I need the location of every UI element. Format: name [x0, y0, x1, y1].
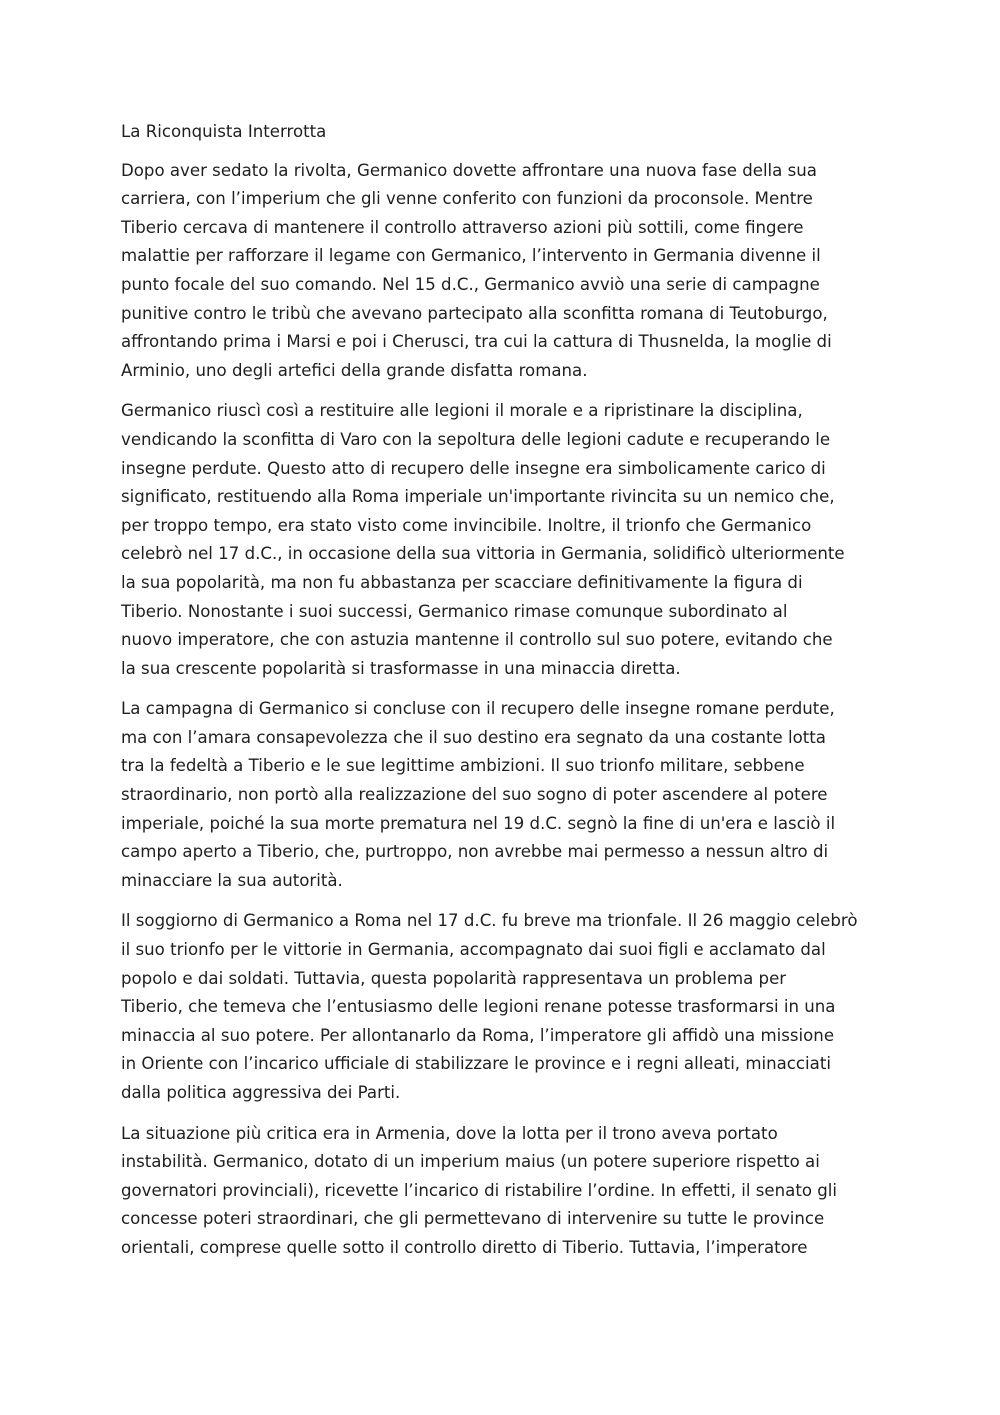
- paragraph-line: vendicando la sconfitta di Varo con la sepoltura delle legioni cadute e recuperando le: [121, 429, 831, 449]
- paragraph-line: Dopo aver sedato la rivolta, Germanico dovette affrontare una nuova fase della sua: [121, 160, 817, 180]
- paragraph-line: La situazione più critica era in Armenia, dove la lotta per il trono aveva portato: [121, 1123, 778, 1143]
- paragraph-line: minacciare la sua autorità.: [121, 870, 343, 890]
- paragraph-line: Tiberio. Nonostante i suoi successi, Germanico rimase comunque subordinato al: [121, 601, 788, 621]
- paragraph: [121, 907, 881, 1107]
- paragraph-line: governatori provinciali), ricevette l’incarico di ristabilire l’ordine. In effetti, il senato gli: [121, 1180, 838, 1200]
- paragraph-line: Il soggiorno di Germanico a Roma nel 17 d.C. fu breve ma trionfale. Il 26 maggio celebrò: [121, 911, 858, 931]
- paragraph-line: imperiale, poiché la sua morte prematura nel 19 d.C. segnò la fine di un'era e lasciò il: [121, 813, 836, 833]
- paragraph-line: malattie per rafforzare il legame con Germanico, l’intervento in Germania divenne il: [121, 246, 821, 266]
- paragraph-list: [121, 157, 881, 1263]
- paragraph-line: carriera, con l’imperium che gli venne conferito con funzioni da proconsole. Mentre: [121, 189, 813, 209]
- paragraph: [121, 397, 881, 683]
- paragraph-line: Tiberio, che temeva che l’entusiasmo delle legioni renane potesse trasformarsi in una: [121, 997, 836, 1017]
- paragraph-line: il suo trionfo per le vittorie in Germania, accompagnato dai suoi figli e acclamato dal: [121, 940, 826, 960]
- paragraph-line: celebrò nel 17 d.C., in occasione della sua vittoria in Germania, solidificò ulteriormente: [121, 544, 845, 564]
- paragraph: [121, 1120, 881, 1263]
- paragraph-line: per troppo tempo, era stato visto come invincibile. Inoltre, il trionfo che Germanico: [121, 515, 812, 535]
- paragraph-line: straordinario, non portò alla realizzazione del suo sogno di poter ascendere al potere: [121, 785, 828, 805]
- paragraph-line: orientali, comprese quelle sotto il controllo diretto di Tiberio. Tuttavia, l’imperatore: [121, 1237, 808, 1257]
- paragraph-line: affrontando prima i Marsi e poi i Cherusci, tra cui la cattura di Thusnelda, la moglie di: [121, 332, 832, 352]
- paragraph-line: popolo e dai soldati. Tuttavia, questa popolarità rappresentava un problema per: [121, 968, 787, 988]
- paragraph-line: instabilità. Germanico, dotato di un imperium maius (un potere superiore rispetto ai: [121, 1152, 820, 1172]
- paragraph-line: ma con l’amara consapevolezza che il suo destino era segnato da una costante lotta: [121, 727, 826, 747]
- document-body: [121, 118, 881, 1275]
- document-title: La Riconquista Interrotta: [121, 122, 327, 141]
- paragraph-line: Arminio, uno degli artefici della grande disfatta romana.: [121, 360, 588, 380]
- paragraph: [121, 157, 881, 386]
- paragraph-line: la sua popolarità, ma non fu abbastanza per scacciare definitivamente la figura di: [121, 572, 803, 592]
- paragraph-line: punto focale del suo comando. Nel 15 d.C., Germanico avviò una serie di campagne: [121, 274, 820, 294]
- paragraph-line: la sua crescente popolarità si trasformasse in una minaccia diretta.: [121, 658, 681, 678]
- paragraph-line: Germanico riuscì così a restituire alle legioni il morale e a ripristinare la disciplina,: [121, 401, 803, 421]
- paragraph-line: Tiberio cercava di mantenere il controllo attraverso azioni più sottili, come fingere: [121, 217, 804, 237]
- paragraph-line: insegne perdute. Questo atto di recupero delle insegne era simbolicamente carico di: [121, 458, 826, 478]
- paragraph-line: dalla politica aggressiva dei Parti.: [121, 1083, 401, 1102]
- paragraph-line: tra la fedeltà a Tiberio e le sue legittime ambizioni. Il suo trionfo militare, sebbene: [121, 756, 805, 776]
- paragraph-line: minaccia al suo potere. Per allontanarlo da Roma, l’imperatore gli affidò una missione: [121, 1025, 835, 1045]
- paragraph: [121, 695, 881, 895]
- paragraph-line: concesse poteri straordinari, che gli permettevano di intervenire su tutte le province: [121, 1209, 825, 1229]
- paragraph-line: campo aperto a Tiberio, che, purtroppo, non avrebbe mai permesso a nessun altro di: [121, 842, 829, 862]
- paragraph-line: in Oriente con l’incarico ufficiale di stabilizzare le province e i regni alleati, minacciati: [121, 1054, 831, 1074]
- paragraph-line: significato, restituendo alla Roma imperiale un'importante rivincita su un nemico che,: [121, 487, 835, 507]
- paragraph-line: nuovo imperatore, che con astuzia mantenne il controllo sul suo potere, evitando che: [121, 630, 833, 650]
- paragraph-line: punitive contro le tribù che avevano partecipato alla sconfitta romana di Teutoburgo,: [121, 303, 828, 323]
- paragraph-line: La campagna di Germanico si concluse con il recupero delle insegne romane perdute,: [121, 699, 835, 719]
